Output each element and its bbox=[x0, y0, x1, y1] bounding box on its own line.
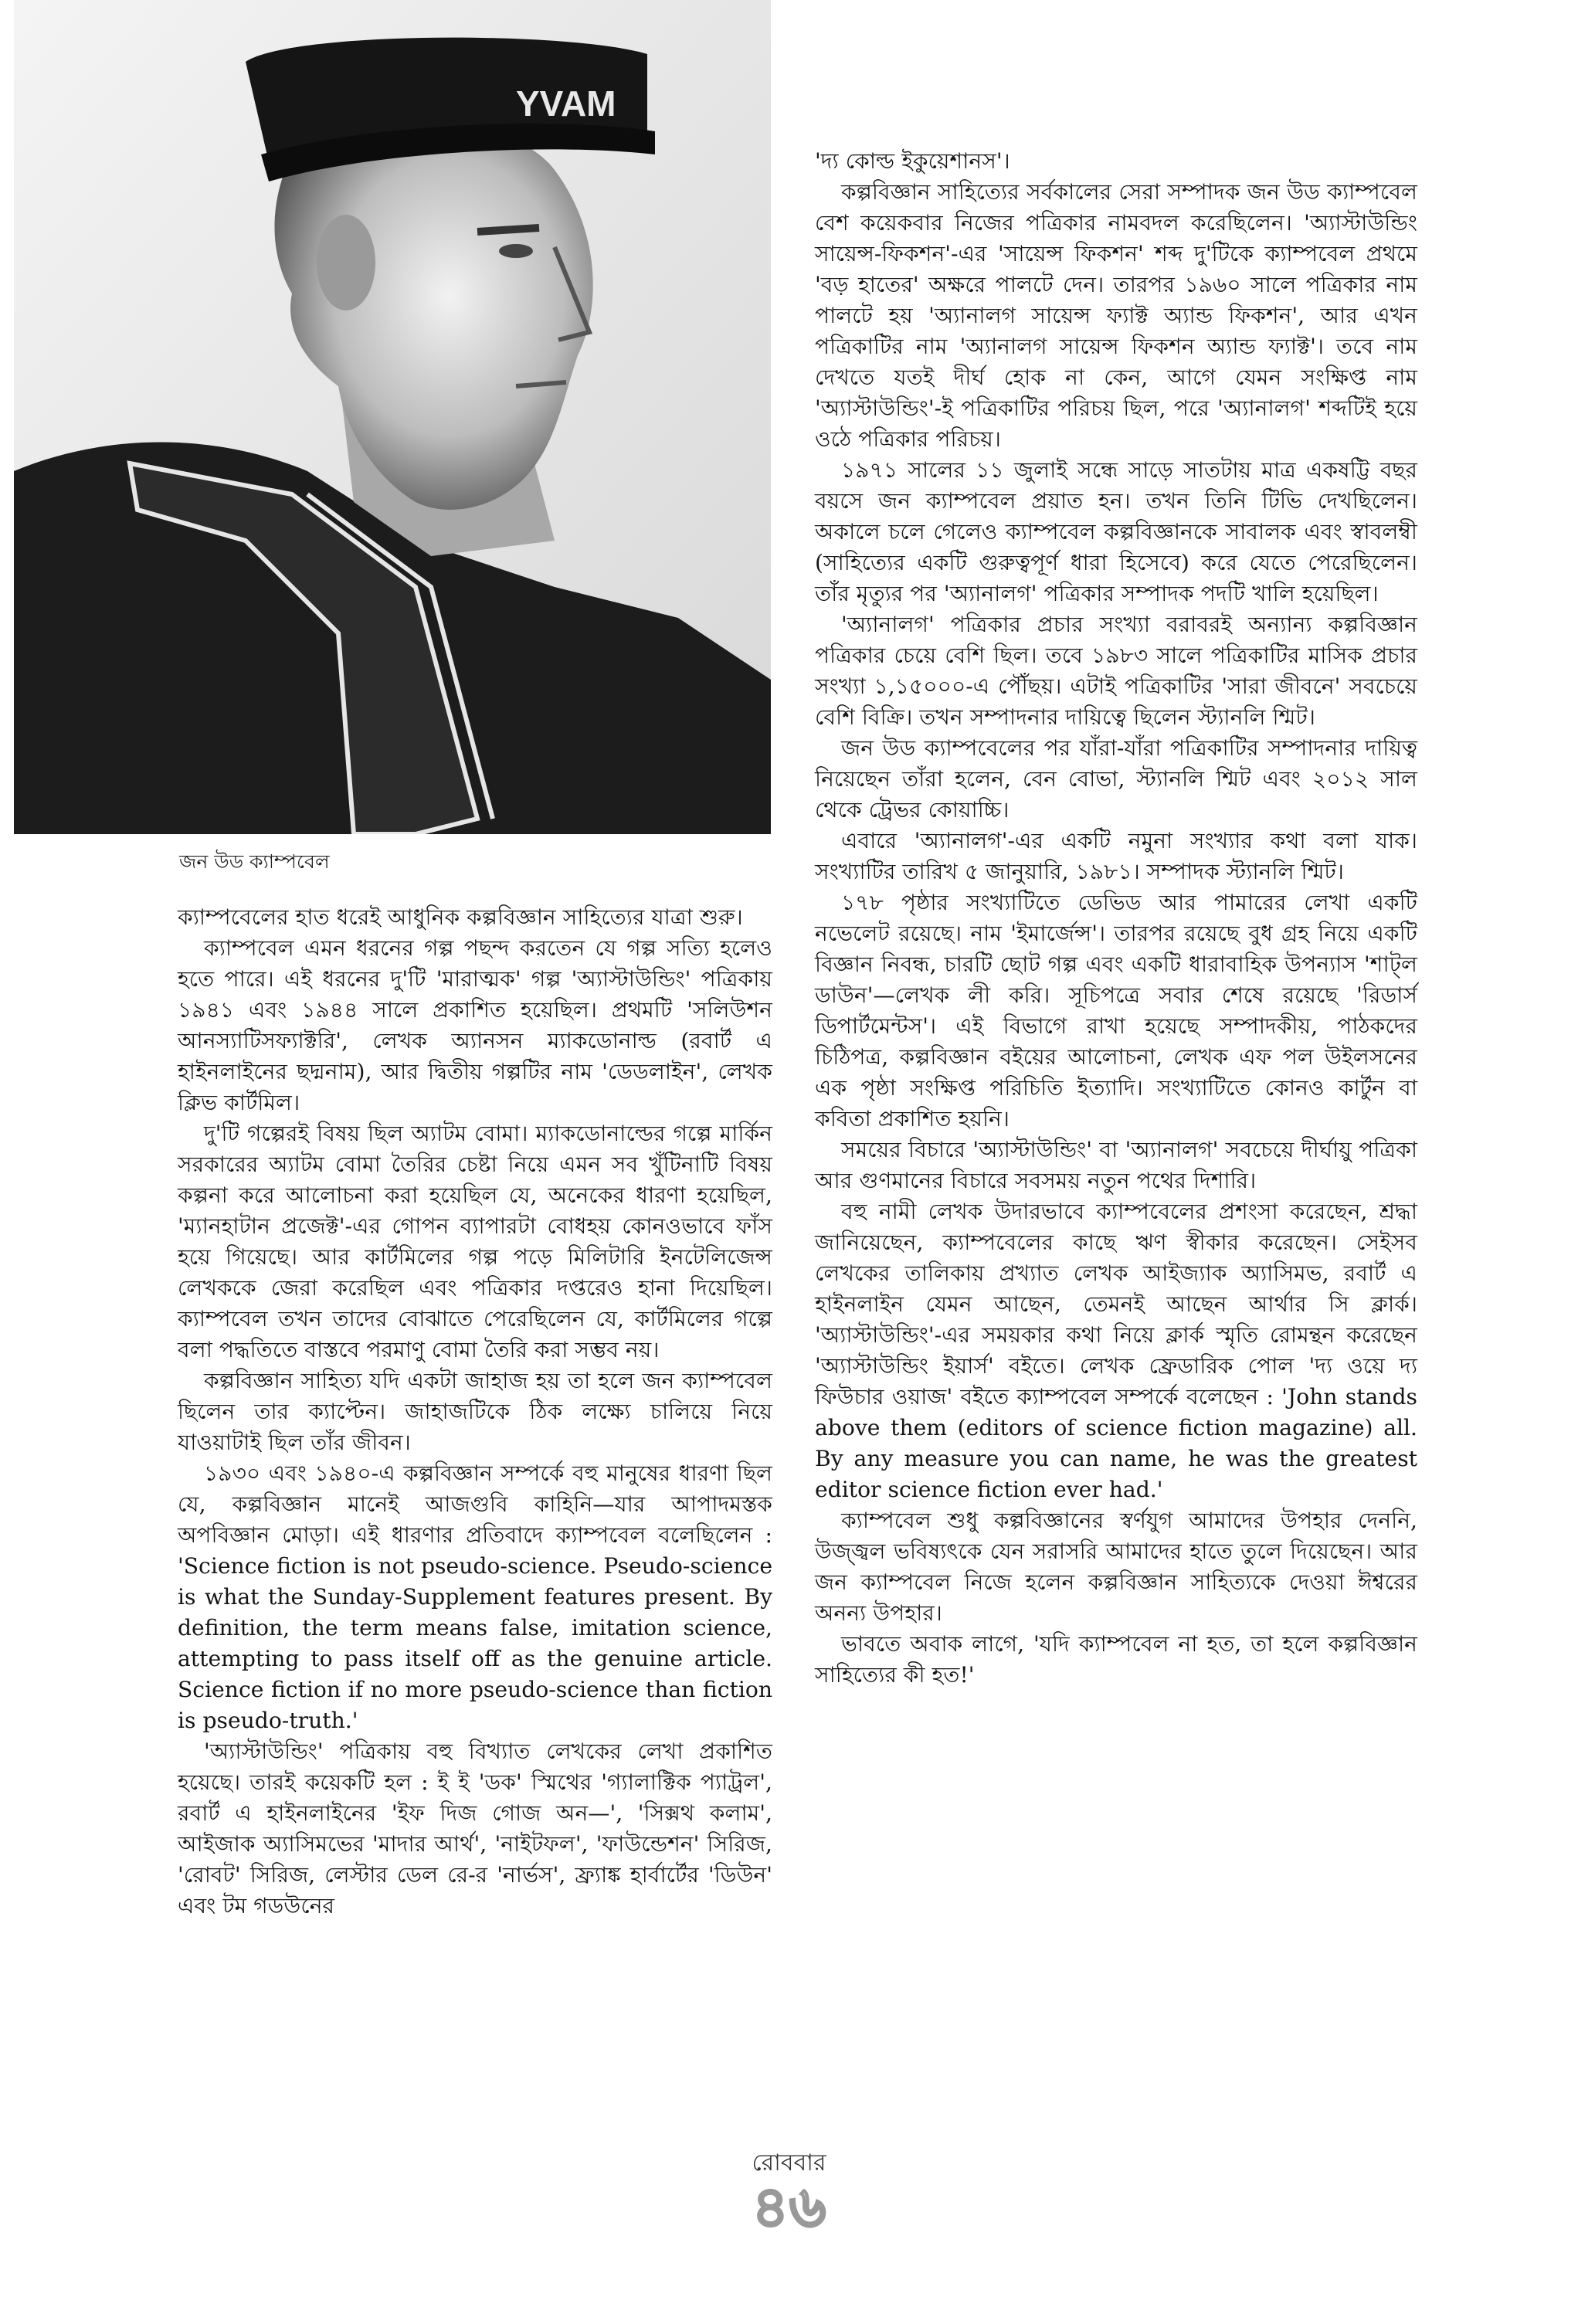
paragraph: ক্যাম্পবেল এমন ধরনের গল্প পছন্দ করতেন যে গল্প সত্যি হলেও হতে পারে। এই ধরনের দু'টি 'মারাত্মক' গল্প 'অ্যাস্টাউন্ডিং' পত্রিকায় ১৯৪১ এবং ১৯৪৪ সালে প্রকাশিত হয়েছিল। প্রথমটি 'সলিউশন আনস্যাটিসফ্যাক্টরি', লেখক অ্যানসন ম্যাকডোনাল্ড (রবার্ট এ হাইনলাইনের ছদ্মনাম), আর দ্বিতীয় গল্পটির নাম 'ডেডলাইন', লেখক ক্লিভ কার্টমিল। bbox=[178, 935, 772, 1115]
paragraph: ভাবতে অবাক লাগে, 'যদি ক্যাম্পবেল না হত, তা হলে কল্পবিজ্ঞান সাহিত্যের কী হত!' bbox=[815, 1631, 1417, 1688]
paragraph: সময়ের বিচারে 'অ্যাস্টাউন্ডিং' বা 'অ্যানালগ' সবচেয়ে দীর্ঘায়ু পত্রিকা আর গুণমানের বিচারে সবসময় নতুন পথের দিশারি। bbox=[815, 1137, 1417, 1193]
paragraph: জন উড ক্যাম্পবেলের পর যাঁরা-যাঁরা পত্রিকাটির সম্পাদনার দায়িত্ব নিয়েছেন তাঁরা হলেন, বেন বোভা, স্ট্যানলি শ্মিট এবং ২০১২ সাল থেকে ট্রেভর কোয়াচ্চি। bbox=[815, 735, 1417, 823]
paragraph: ক্যাম্পবেল শুধু কল্পবিজ্ঞানের স্বর্ণযুগ আমাদের উপহার দেননি, উজ্জ্বল ভবিষ্যৎকে যেন সরাসরি আমাদের হাতে তুলে দিয়েছেন। আর জন ক্যাম্পবেল নিজে হলেন কল্পবিজ্ঞান সাহিত্যকে দেওয়া ঈশ্বরের অনন্য উপহার। bbox=[815, 1508, 1417, 1626]
cap-band-text: YVAM bbox=[516, 83, 616, 124]
portrait-photo bbox=[14, 0, 771, 834]
paragraph: 'অ্যানালগ' পত্রিকার প্রচার সংখ্যা বরাবরই অন্যান্য কল্পবিজ্ঞান পত্রিকার চেয়ে বেশি ছিল। তবে ১৯৮৩ সালে পত্রিকাটির মাসিক প্রচার সংখ্যা ১,১৫০০০-এ পৌঁছয়। এটাই পত্রিকাটির 'সারা জীবনে' সবচেয়ে বেশি বিক্রি। তখন সম্পাদনার দায়িত্বে ছিলেন স্ট্যানলি শ্মিট। bbox=[815, 612, 1417, 730]
paragraph: কল্পবিজ্ঞান সাহিত্যের সর্বকালের সেরা সম্পাদক জন উড ক্যাম্পবেল বেশ কয়েকবার নিজের পত্রিকার নামবদল করেছিলেন। 'অ্যাস্টাউন্ডিং সায়েন্স-ফিকশন'-এর 'সায়েন্স ফিকশন' শব্দ দু'টিকে ক্যাম্পবেল প্রথমে 'বড় হাতের' অক্ষরে পালটে দেন। তারপর ১৯৬০ সালে পত্রিকার নাম পালটে হয় 'অ্যানালগ সায়েন্স ফ্যাক্ট অ্যান্ড ফিকশন', আর এখন পত্রিকাটির নাম 'অ্যানালগ সায়েন্স ফিকশন অ্যান্ড ফ্যাক্ট'। তবে নাম দেখতে যতই দীর্ঘ হোক না কেন, আগে যেমন সংক্ষিপ্ত নাম 'অ্যাস্টাউন্ডিং'-ই পত্রিকাটির পরিচয় ছিল, পরে 'অ্যানালগ' শব্দটিই হয়ে ওঠে পত্রিকার পরিচয়। bbox=[815, 179, 1417, 452]
magazine-name: রোববার bbox=[752, 2149, 826, 2176]
sailor-portrait-illustration bbox=[14, 0, 771, 834]
paragraph: বহু নামী লেখক উদারভাবে ক্যাম্পবেলের প্রশংসা করেছেন, শ্রদ্ধা জানিয়েছেন, ক্যাম্পবেলের কাছে ঋণ স্বীকার করেছেন। সেইসব লেখকের তালিকায় প্রখ্যাত লেখক আইজ্যাক অ্যাসিমভ, রবার্ট এ হাইনলাইন যেমন আছেন, তেমনই আছেন আর্থার সি ক্লার্ক। 'অ্যাস্টাউন্ডিং'-এর সময়কার কথা নিয়ে ক্লার্ক স্মৃতি রোমন্থন করেছেন 'অ্যাস্টাউন্ডিং ইয়ার্স' বইতে। লেখক ফ্রেডারিক পোল 'দ্য ওয়ে দ্য ফিউচার ওয়াজ' বইতে ক্যাম্পবেল সম্পর্কে বলেছেন : 'John stands above them (editors of science fiction magazine) all. By any measure you can name, he was the greatest editor science fiction ever had.' bbox=[815, 1199, 1417, 1502]
paragraph: ক্যাম্পবেলের হাত ধরেই আধুনিক কল্পবিজ্ঞান সাহিত্যের যাত্রা শুরু। bbox=[178, 904, 743, 930]
paragraph: এবারে 'অ্যানালগ'-এর একটি নমুনা সংখ্যার কথা বলা যাক। সংখ্যাটির তারিখ ৫ জানুয়ারি, ১৯৮১। সম্পাদক স্ট্যানলি শ্মিট। bbox=[815, 828, 1417, 884]
paragraph: দু'টি গল্পেরই বিষয় ছিল অ্যাটম বোমা। ম্যাকডোনাল্ডের গল্পে মার্কিন সরকারের অ্যাটম বোমা তৈরির চেষ্টা নিয়ে এমন সব খুঁটিনাটি বিষয় কল্পনা করে আলোচনা করা হয়েছিল যে, অনেকের ধারণা হয়েছিল, 'ম্যানহাটান প্রজেক্ট'-এর গোপন ব্যাপারটা বোধহয় কোনওভাবে ফাঁস হয়ে গিয়েছে। আর কার্টমিলের গল্প পড়ে মিলিটারি ইনটেলিজেন্স লেখককে জেরা করেছিল এবং পত্রিকার দপ্তরেও হানা দিয়েছিল। ক্যাম্পবেল তখন তাদের বোঝাতে পেরেছিলেন যে, কার্টমিলের গল্পে বলা পদ্ধতিতে বাস্তবে পরমাণু বোমা তৈরি করা সম্ভব নয়। bbox=[178, 1121, 772, 1362]
page-number: ৪৬ bbox=[752, 2174, 826, 2241]
paragraph: ১৭৮ পৃষ্ঠার সংখ্যাটিতে ডেভিড আর পামারের লেখা একটি নভেলেট রয়েছে। নাম 'ইমার্জেন্স'। তারপর রয়েছে বুধ গ্রহ নিয়ে একটি বিজ্ঞান নিবন্ধ, চারটি ছোট গল্প এবং একটি ধারাবাহিক উপন্যাস 'শাট্ল ডাউন'—লেখক লী করি। সূচিপত্রে সবার শেষে রয়েছে 'রিডার্স ডিপার্টমেন্টস'। এই বিভাগে রাখা হয়েছে সম্পাদকীয়, পাঠকদের চিঠিপত্র, কল্পবিজ্ঞান বইয়ের আলোচনা, লেখক এফ পল উইলসনের এক পৃষ্ঠা সংক্ষিপ্ত পরিচিতি ইত্যাদি। সংখ্যাটিতে কোনও কার্টুন বা কবিতা প্রকাশিত হয়নি। bbox=[815, 890, 1417, 1131]
left-text-column bbox=[178, 902, 772, 1922]
paragraph: 'অ্যাস্টাউন্ডিং' পত্রিকায় বহু বিখ্যাত লেখকের লেখা প্রকাশিত হয়েছে। তারই কয়েকটি হল : ই ই 'ডক' স্মিথের 'গ্যালাক্টিক প্যাট্রল', রবার্ট এ হাইনলাইনের 'ইফ দিজ গোজ অন—', 'সিক্সথ কলাম', আইজাক অ্যাসিমভের 'মাদার আর্থ', 'নাইটফল', 'ফাউন্ডেশন' সিরিজ, 'রোবট' সিরিজ, লেস্টার ডেল রে-র 'নার্ভস', ফ্র্যাঙ্ক হার্বার্টের 'ডিউন' এবং টম গডউনের bbox=[178, 1739, 772, 1919]
photo-caption: জন উড ক্যাম্পবেল bbox=[179, 850, 330, 873]
right-text-column bbox=[815, 146, 1417, 1691]
paragraph: ১৯৭১ সালের ১১ জুলাই সন্ধে সাড়ে সাতটায় মাত্র একষট্টি বছর বয়সে জন ক্যাম্পবেল প্রয়াত হন। তখন তিনি টিভি দেখছিলেন। অকালে চলে গেলেও ক্যাম্পবেল কল্পবিজ্ঞানকে সাবালক এবং স্বাবলম্বী (সাহিত্যের একটি গুরুত্বপূর্ণ ধারা হিসেবে) করে যেতে পেরেছিলেন। তাঁর মৃত্যুর পর 'অ্যানালগ' পত্রিকার সম্পাদক পদটি খালি হয়েছিল। bbox=[815, 457, 1417, 606]
paragraph: ১৯৩০ এবং ১৯৪০-এ কল্পবিজ্ঞান সম্পর্কে বহু মানুষের ধারণা ছিল যে, কল্পবিজ্ঞান মানেই আজগুবি কাহিনি—যার আপাদমস্তক অপবিজ্ঞান মোড়া। এই ধারণার প্রতিবাদে ক্যাম্পবেল বলেছিলেন : 'Science fiction is not pseudo-science. Pseudo-science is what the Sunday-Supplement features present. By definition, the term means false, imitation science, attempting to pass itself off as the genuine article. Science fiction if no more pseudo-science than fiction is pseudo-truth.' bbox=[178, 1461, 772, 1733]
paragraph: কল্পবিজ্ঞান সাহিত্য যদি একটা জাহাজ হয় তা হলে জন ক্যাম্পবেল ছিলেন তার ক্যাপ্টেন। জাহাজটিকে ঠিক লক্ষ্যে চালিয়ে নিয়ে যাওয়াটাই ছিল তাঁর জীবন। bbox=[178, 1368, 772, 1455]
paragraph: 'দ্য কোল্ড ইকুয়েশানস'। bbox=[815, 148, 1010, 174]
